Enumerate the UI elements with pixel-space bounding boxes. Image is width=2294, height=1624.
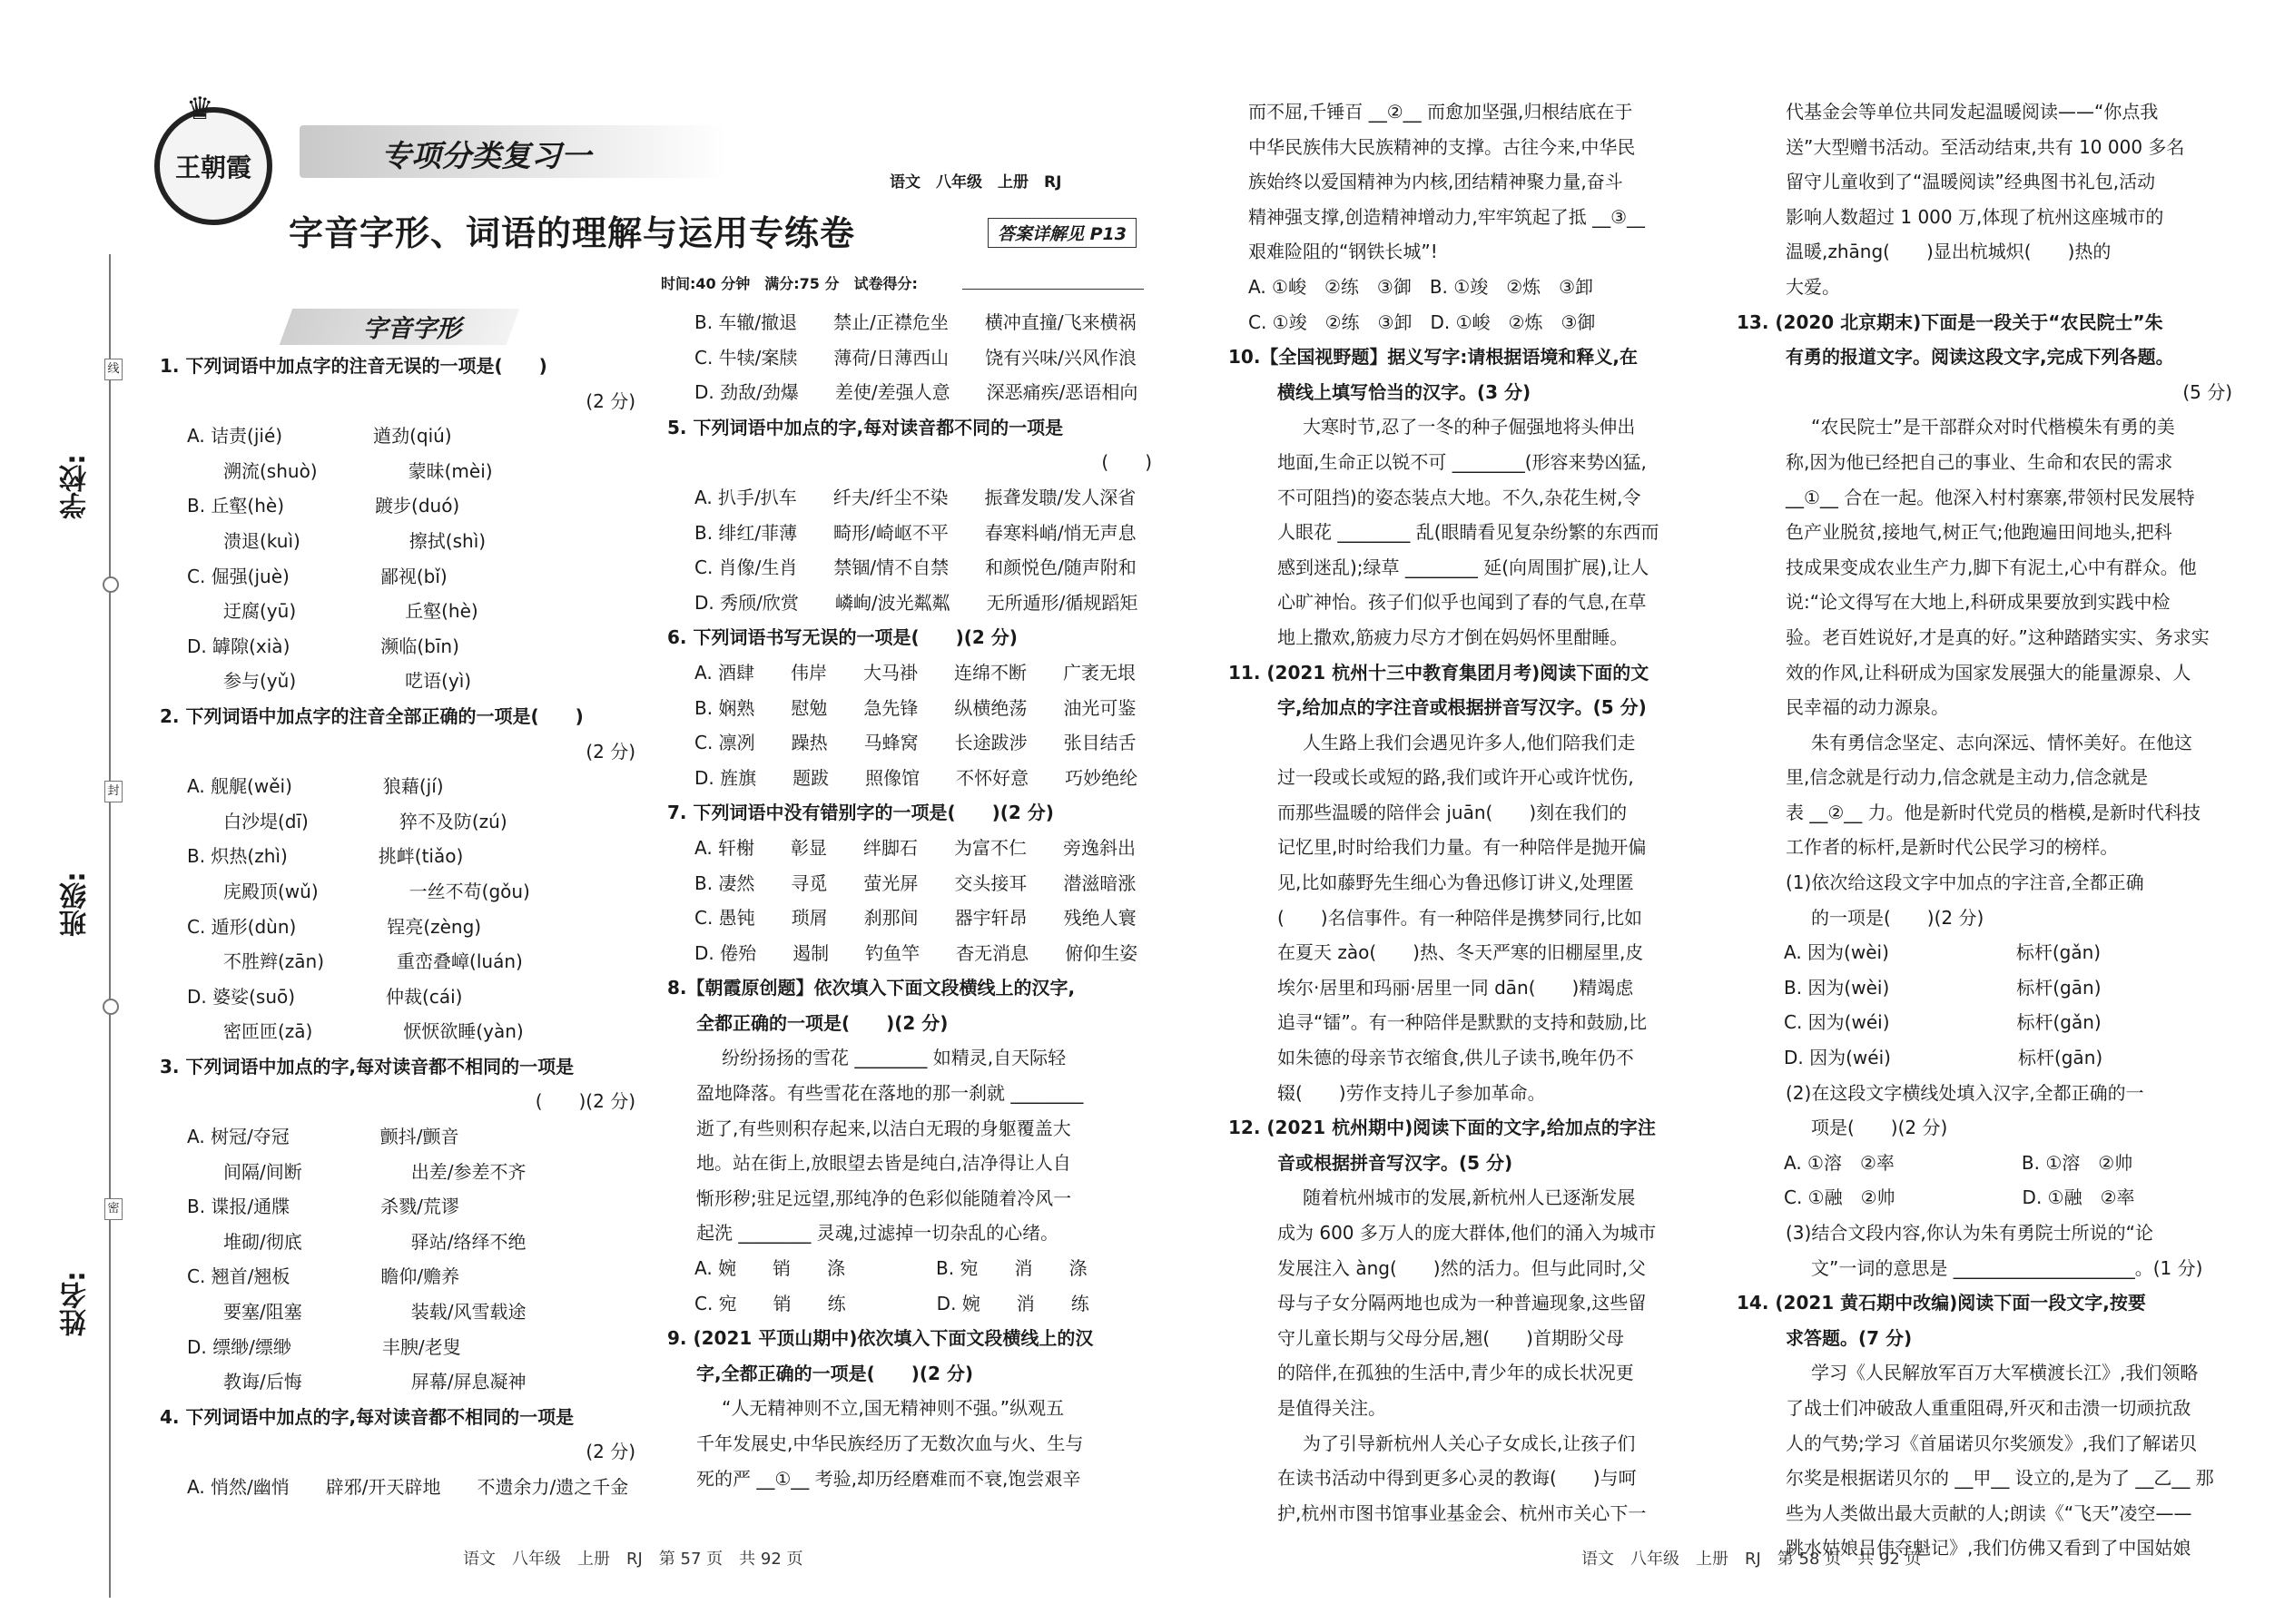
text-line: D. 劲敌/劲爆 差使/差强人意 深恶痛疾/恶语相向 [694, 381, 1138, 404]
text-line: 追寻“镭”。有一种陪伴是默默的支持和鼓励,比 [1277, 1011, 1648, 1034]
text-line: 8.【朝霞原创题】依次填入下面文段横线上的汉字, [667, 977, 1076, 999]
footer-right: 语文 八年级 上册 RJ 第 58 页 共 92 页 [1581, 1550, 1922, 1569]
text-line: D. 旌旗 题跋 照像馆 不怀好意 巧妙绝纶 [694, 766, 1138, 789]
column-4 [1737, 94, 2238, 1566]
text-line: 埃尔·居里和玛丽·居里一同 dān( )精竭虑 [1277, 976, 1634, 999]
text-line: ( ) [1101, 451, 1152, 474]
text-line: 见,比如藤野先生细心为鲁迅修订讲义,处理匿 [1277, 871, 1634, 894]
text-line: C. ①融 ②帅 D. ①融 ②率 [1784, 1186, 2135, 1209]
text-line: (2 分) [586, 1441, 635, 1463]
text-line: 代基金会等单位共同发起温暖阅读——“你点我 [1786, 101, 2159, 123]
school-label: 学校: [60, 454, 92, 519]
text-line: A. 诘责(jié) 遒劲(qiú) [187, 425, 452, 448]
text-line: 护,杭州市图书馆事业基金会、杭州市关心下一 [1277, 1501, 1647, 1524]
text-line: 音或根据拼音写汉字。(5 分) [1277, 1151, 1513, 1174]
text-line: 惭形秽;驻足远望,那纯净的色彩似能随着冷风一 [696, 1186, 1072, 1209]
text-line: 的陪伴,在孤独的生活中,青少年的成长状况更 [1277, 1362, 1634, 1384]
text-line: 而那些温暖的陪伴会 juān( )刻在我们的 [1277, 801, 1628, 823]
text-line: 要塞/阻塞 装载/风雪载途 [223, 1301, 527, 1324]
answer-ref: 答案详解见 P13 [988, 218, 1137, 248]
text-line: 堆砌/彻底 驿站/络绎不绝 [223, 1230, 527, 1253]
text-line: 10.【全国视野题】据义写字:请根据语境和释义,在 [1228, 346, 1639, 369]
text-line: C. 凛冽 躁热 马蜂窝 长途跋涉 张目结舌 [694, 732, 1137, 754]
text-line: 2. 下列词语中加点字的注音全部正确的一项是( ) [160, 704, 584, 727]
text-line: 发展注入 àng( )然的活力。但与此同时,父 [1277, 1256, 1646, 1279]
text-line: ( )(2 分) [535, 1090, 635, 1113]
text-line: 在夏天 zào( )热、冬天严寒的旧棚屋里,皮 [1277, 941, 1644, 964]
text-line: 5. 下列词语中加点的字,每对读音都不同的一项是 [667, 416, 1064, 438]
text-line: 逝了,有些则积存起来,以洁白无瑕的身躯覆盖大 [696, 1117, 1071, 1139]
text-line: B. 谍报/通牒 杀戮/荒谬 [187, 1196, 459, 1218]
class-label: 班级: [60, 871, 92, 937]
text-line: 溃退(kuì) 擦拭(shì) [223, 529, 487, 552]
text-line: 为了引导新杭州人关心子女成长,让孩子们 [1303, 1432, 1636, 1454]
text-line: 盈地降落。有些雪花在落地的那一刹就 ________ [696, 1082, 1084, 1105]
text-line: D. 罅隙(xià) 濒临(bīn) [187, 635, 459, 657]
text-line: D. 因为(wéi) 标杆(gān) [1784, 1047, 2103, 1069]
text-line: 称,因为他已经把自己的事业、生命和农民的需求 [1786, 450, 2173, 473]
text-line: 表 __②__ 力。他是新时代党员的楷模,是新时代科技 [1786, 801, 2201, 823]
text-line: C. 遁形(dùn) 锃亮(zèng) [187, 915, 482, 938]
text-line: 不可阻挡)的姿态装点大地。不久,杂花生树,令 [1277, 486, 1641, 508]
text-line: 民幸福的动力源泉。 [1786, 696, 1949, 719]
text-line: A. 树冠/夺冠 颤抖/颤音 [187, 1126, 459, 1148]
text-line: 千年发展史,中华民族经历了无数次血与火、生与 [696, 1432, 1084, 1454]
text-line: (5 分) [2182, 380, 2232, 403]
text-line: C. 肖像/生肖 禁锢/情不自禁 和颜悦色/随声附和 [694, 556, 1137, 579]
text-line: 学习《人民解放军百万大军横渡长江》,我们领略 [1811, 1362, 2199, 1384]
section-title: 字音字形 [363, 315, 461, 343]
series-title: 专项分类复习一 [381, 138, 591, 173]
text-line: 6. 下列词语书写无误的一项是( )(2 分) [667, 626, 1018, 649]
margin-dot [103, 999, 119, 1015]
text-line: B. 因为(wèi) 标杆(gān) [1784, 976, 2102, 999]
text-line: (2 分) [586, 389, 635, 412]
text-line: 14. (2021 黄石期中改编)阅读下面一段文字,按要 [1737, 1292, 2146, 1314]
text-line: 人的气势;学习《首届诺贝尔奖颁发》,我们了解诺贝 [1786, 1432, 2198, 1454]
text-line: 死的严 __①__ 考验,却历经磨难而不衰,饱尝艰辛 [696, 1467, 1081, 1490]
text-line: 7. 下列词语中没有错别字的一项是( )(2 分) [667, 802, 1054, 824]
text-line: 说:“论文得写在大地上,科研成果要放到实践中检 [1786, 591, 2171, 614]
text-line: 人眼花 ________ 乱(眼睛看见复杂纷繁的东西而 [1277, 521, 1659, 544]
text-line: (2 分) [586, 740, 635, 763]
text-line: C. 倔强(juè) 鄙视(bǐ) [187, 565, 448, 587]
text-line: C. 宛 销 练 D. 婉 消 练 [694, 1292, 1089, 1314]
column-2 [667, 305, 1157, 1496]
text-line: 密匝匝(zā) 恹恹欲睡(yàn) [223, 1020, 524, 1043]
text-line: 人生路上我们会遇见许多人,他们陪我们走 [1303, 731, 1636, 753]
text-line: 感到迷乱);绿草 ________ 延(向周围扩展),让人 [1277, 556, 1649, 578]
text-line: A. 舰艉(wěi) 狼藉(jí) [187, 775, 444, 798]
text-line: B. 绯红/菲薄 畸形/崎岖不平 春寒料峭/悄无声息 [694, 521, 1137, 544]
text-line: 文”一词的意思是 ____________________。(1 分) [1811, 1256, 2203, 1279]
text-line: A. ①溶 ②率 B. ①溶 ②帅 [1784, 1151, 2133, 1174]
text-line: “农民院士”是干部群众对时代楷模朱有勇的美 [1811, 416, 2175, 438]
text-line: 不胜辫(zān) 重峦叠嶂(luán) [223, 950, 523, 973]
text-line: 有勇的报道文字。阅读这段文字,完成下列各题。 [1786, 346, 2174, 369]
text-line: (2)在这段文字横线处填入汉字,全都正确的一 [1786, 1081, 2144, 1104]
text-line: (3)结合文段内容,你认为朱有勇院士所说的“论 [1786, 1222, 2154, 1244]
text-line: 间隔/间断 出差/参差不齐 [223, 1160, 527, 1183]
text-line: 跳水姑娘吕伟夺魁记》,我们仿佛又看到了中国姑娘 [1786, 1537, 2191, 1560]
margin-dot [103, 576, 119, 593]
text-line: 成为 600 多万人的庞大群体,他们的涌入为城市 [1277, 1222, 1657, 1244]
text-line: C. 因为(wéi) 标杆(gǎn) [1784, 1011, 2102, 1034]
margin-seal-2: 封 [104, 781, 123, 802]
text-line: 的一项是( )(2 分) [1811, 906, 1984, 929]
text-line: 留守儿童收到了“温暖阅读”经典图书礼包,活动 [1786, 171, 2156, 193]
text-line: 起洗 ________ 灵魂,过滤掉一切杂乱的心绪。 [696, 1222, 1059, 1245]
text-line: B. 车辙/撤退 禁止/正襟危坐 横冲直撞/飞来横祸 [694, 311, 1137, 333]
text-line: 些为人类做出最大贡献的人;朗读《“飞天”凌空—— [1786, 1501, 2192, 1524]
text-line: 迂腐(yū) 丘壑(hè) [223, 600, 478, 623]
text-line: 纷纷扬扬的雪花 ________ 如精灵,自天际轻 [722, 1047, 1067, 1069]
text-line: 了战士们冲破敌人重重阻碍,歼灭和击溃一切顽抗敌 [1786, 1396, 2191, 1419]
text-line: 庑殿顶(wǔ) 一丝不苟(gǒu) [223, 880, 530, 902]
text-line: 11. (2021 杭州十三中教育集团月考)阅读下面的文 [1228, 661, 1649, 684]
time-line: 时间:40 分钟 满分:75 分 试卷得分: [661, 275, 918, 292]
text-line: 13. (2020 北京期末)下面是一段关于“农民院士”朱 [1737, 310, 2163, 333]
text-line: 大爱。 [1786, 275, 1840, 298]
text-line: 3. 下列词语中加点的字,每对读音都不相同的一项是 [160, 1055, 575, 1078]
text-line: 母与子女分隔两地也成为一种普遍现象,这些留 [1277, 1292, 1647, 1314]
margin-seal-1: 线 [104, 359, 123, 380]
score-blank [962, 289, 1144, 290]
text-line: 技成果变成农业生产力,脚下有泥土,心中有群众。他 [1786, 556, 2197, 578]
text-line: A. 婉 销 涤 B. 宛 消 涤 [694, 1257, 1088, 1280]
text-line: 过一段或长或短的路,我们或许开心或许忧伤, [1277, 766, 1634, 789]
text-line: C. 牛犊/案牍 薄荷/日薄西山 饶有兴味/兴风作浪 [694, 346, 1137, 369]
text-line: B. 凄然 寻觅 萤光屏 交头接耳 潜滋暗涨 [694, 871, 1137, 894]
text-line: ( )名信事件。有一种陪伴是携梦同行,比如 [1277, 906, 1642, 929]
text-line: 工作者的标杆,是新时代公民学习的榜样。 [1786, 836, 2119, 859]
text-line: __①__ 合在一起。他深入村村寨寨,带领村民发展特 [1786, 486, 2195, 508]
text-line: (1)依次给这段文字中加点的字注音,全都正确 [1786, 871, 2144, 894]
text-line: B. 炽热(zhì) 挑衅(tiǎo) [187, 845, 464, 868]
text-line: 心旷神怡。孩子们似乎也闻到了春的气息,在草 [1277, 591, 1647, 614]
logo-text: 王朝霞 [174, 153, 251, 182]
text-line: 验。老百姓说好,才是真的好。”这种踏踏实实、务求实 [1786, 625, 2210, 648]
text-line: 族始终以爱国精神为内核,团结精神聚力量,奋斗 [1248, 171, 1623, 193]
text-line: 12. (2021 杭州期中)阅读下面的文字,给加点的字注 [1228, 1117, 1656, 1139]
text-line: 中华民族伟大民族精神的支撑。古往今来,中华民 [1248, 135, 1636, 158]
text-line: 4. 下列词语中加点的字,每对读音都不相同的一项是 [160, 1405, 575, 1428]
text-line: B. 娴熟 慰勉 急先锋 纵横绝荡 油光可鉴 [694, 696, 1137, 719]
text-line: 横线上填写恰当的汉字。(3 分) [1277, 380, 1531, 403]
text-line: 在读书活动中得到更多心灵的教诲( )与呵 [1277, 1467, 1637, 1490]
text-line: 送”大型赠书活动。至活动结束,共有 10 000 多名 [1786, 135, 2185, 158]
text-line: D. 秀颀/欣赏 嶙峋/波光粼粼 无所遁形/循规蹈矩 [694, 591, 1138, 614]
text-line: 地。站在街上,放眼望去皆是纯白,洁净得让人自 [696, 1152, 1071, 1175]
text-line: D. 婆娑(suō) 仲裁(cái) [187, 985, 463, 1008]
main-title: 字音字形、词语的理解与运用专练卷 [289, 212, 856, 253]
text-line: 而不屈,千锤百 __②__ 而愈加坚强,归根结底在于 [1248, 101, 1633, 123]
text-line: 字,全都正确的一项是( )(2 分) [696, 1362, 974, 1384]
text-line: 白沙堤(dī) 猝不及防(zú) [223, 810, 507, 832]
text-line: B. 丘壑(hè) 踱步(duó) [187, 495, 460, 517]
text-line: C. 翘首/翘板 瞻仰/赡养 [187, 1265, 460, 1288]
column-3 [1228, 94, 1720, 1530]
text-line: 影响人数超过 1 000 万,体现了杭州这座城市的 [1786, 205, 2164, 228]
text-line: 地面,生命正以锐不可 ________(形容来势凶猛, [1277, 450, 1647, 473]
text-line: D. 倦殆 遏制 钓鱼竿 杳无消息 俯仰生姿 [694, 941, 1138, 964]
text-line: 全都正确的一项是( )(2 分) [696, 1011, 949, 1034]
text-line: 地上撒欢,筋疲力尽方才倒在妈妈怀里酣睡。 [1277, 625, 1629, 648]
text-line: 教诲/后悔 屏幕/屏息凝神 [223, 1371, 527, 1393]
text-line: 尔奖是根据诺贝尔的 __甲__ 设立的,是为了 __乙__ 那 [1786, 1467, 2214, 1490]
text-line: 辍( )劳作支持儿子参加革命。 [1277, 1081, 1546, 1104]
text-line: A. ①峻 ②练 ③御 B. ①竣 ②炼 ③卸 [1248, 275, 1594, 298]
text-line: 9. (2021 平顶山期中)依次填入下面文段横线上的汉 [667, 1327, 1094, 1350]
column-1 [160, 349, 641, 1505]
text-line: A. 因为(wèi) 标杆(gǎn) [1784, 941, 2102, 964]
text-line: 求答题。(7 分) [1786, 1326, 1913, 1349]
text-line: A. 悄然/幽悄 辟邪/开天辟地 不遗余力/遗之千金 [187, 1476, 629, 1498]
text-line: 溯流(shuò) 蒙昧(mèi) [223, 459, 493, 482]
text-line: 朱有勇信念坚定、志向深远、情怀美好。在他这 [1811, 731, 2192, 753]
text-line: 如朱德的母亲节衣缩食,供儿子读书,晚年仍不 [1277, 1047, 1634, 1069]
text-line: 参与(yǔ) 呓语(yì) [223, 670, 472, 693]
text-line: C. 愚钝 琐屑 刹那间 器宇轩昂 残绝人寰 [694, 907, 1137, 930]
text-line: 效的作风,让科研成为国家发展强大的能量源泉、人 [1786, 661, 2191, 684]
text-line: 记忆里,时时给我们力量。有一种陪伴是抛开偏 [1277, 836, 1647, 859]
logo-crown-icon: ♛ [186, 91, 214, 127]
text-line: 大寒时节,忍了一冬的种子倔强地将头伸出 [1303, 416, 1636, 438]
text-line: 色产业脱贫,接地气,树正气;他跑遍田间地头,把科 [1786, 521, 2172, 544]
text-line: 里,信念就是行动力,信念就是主动力,信念就是 [1786, 766, 2149, 789]
text-line: C. ①竣 ②练 ③卸 D. ①峻 ②炼 ③御 [1248, 310, 1596, 333]
text-line: 守儿童长期与父母分居,翘( )首期盼父母 [1277, 1326, 1624, 1349]
text-line: 艰难险阻的“钢铁长城”! [1248, 241, 1438, 263]
text-line: A. 扒手/扒车 纤夫/纤尘不染 振聋发聩/发人深省 [694, 486, 1137, 508]
text-line: A. 酒肆 伟岸 大马褂 连绵不断 广袤无垠 [694, 661, 1137, 684]
text-line: “人无精神则不立,国无精神则不强。”纵观五 [722, 1397, 1065, 1420]
text-line: 字,给加点的字注音或根据拼音写汉字。(5 分) [1277, 696, 1647, 719]
text-line: 随着杭州城市的发展,新杭州人已逐渐发展 [1303, 1186, 1636, 1209]
text-line: D. 缥缈/缥缈 丰腴/老叟 [187, 1335, 461, 1358]
text-line: 温暖,zhāng( )显出杭城炽( )热的 [1786, 241, 2112, 263]
text-line: 1. 下列词语中加点字的注音无误的一项是( ) [160, 355, 547, 377]
text-line: 精神强支撑,创造精神增动力,牢牢筑起了抵 __③__ [1248, 205, 1646, 228]
text-line: A. 轩榭 彰显 绊脚石 为富不仁 旁逸斜出 [694, 836, 1137, 859]
footer-left: 语文 八年级 上册 RJ 第 57 页 共 92 页 [463, 1550, 803, 1569]
text-line: 项是( )(2 分) [1811, 1117, 1948, 1139]
meta-info: 语文 八年级 上册 RJ [890, 173, 1062, 192]
margin-seal-3: 密 [104, 1198, 123, 1220]
text-line: 是值得关注。 [1277, 1396, 1386, 1419]
name-label: 姓名: [60, 1271, 92, 1336]
